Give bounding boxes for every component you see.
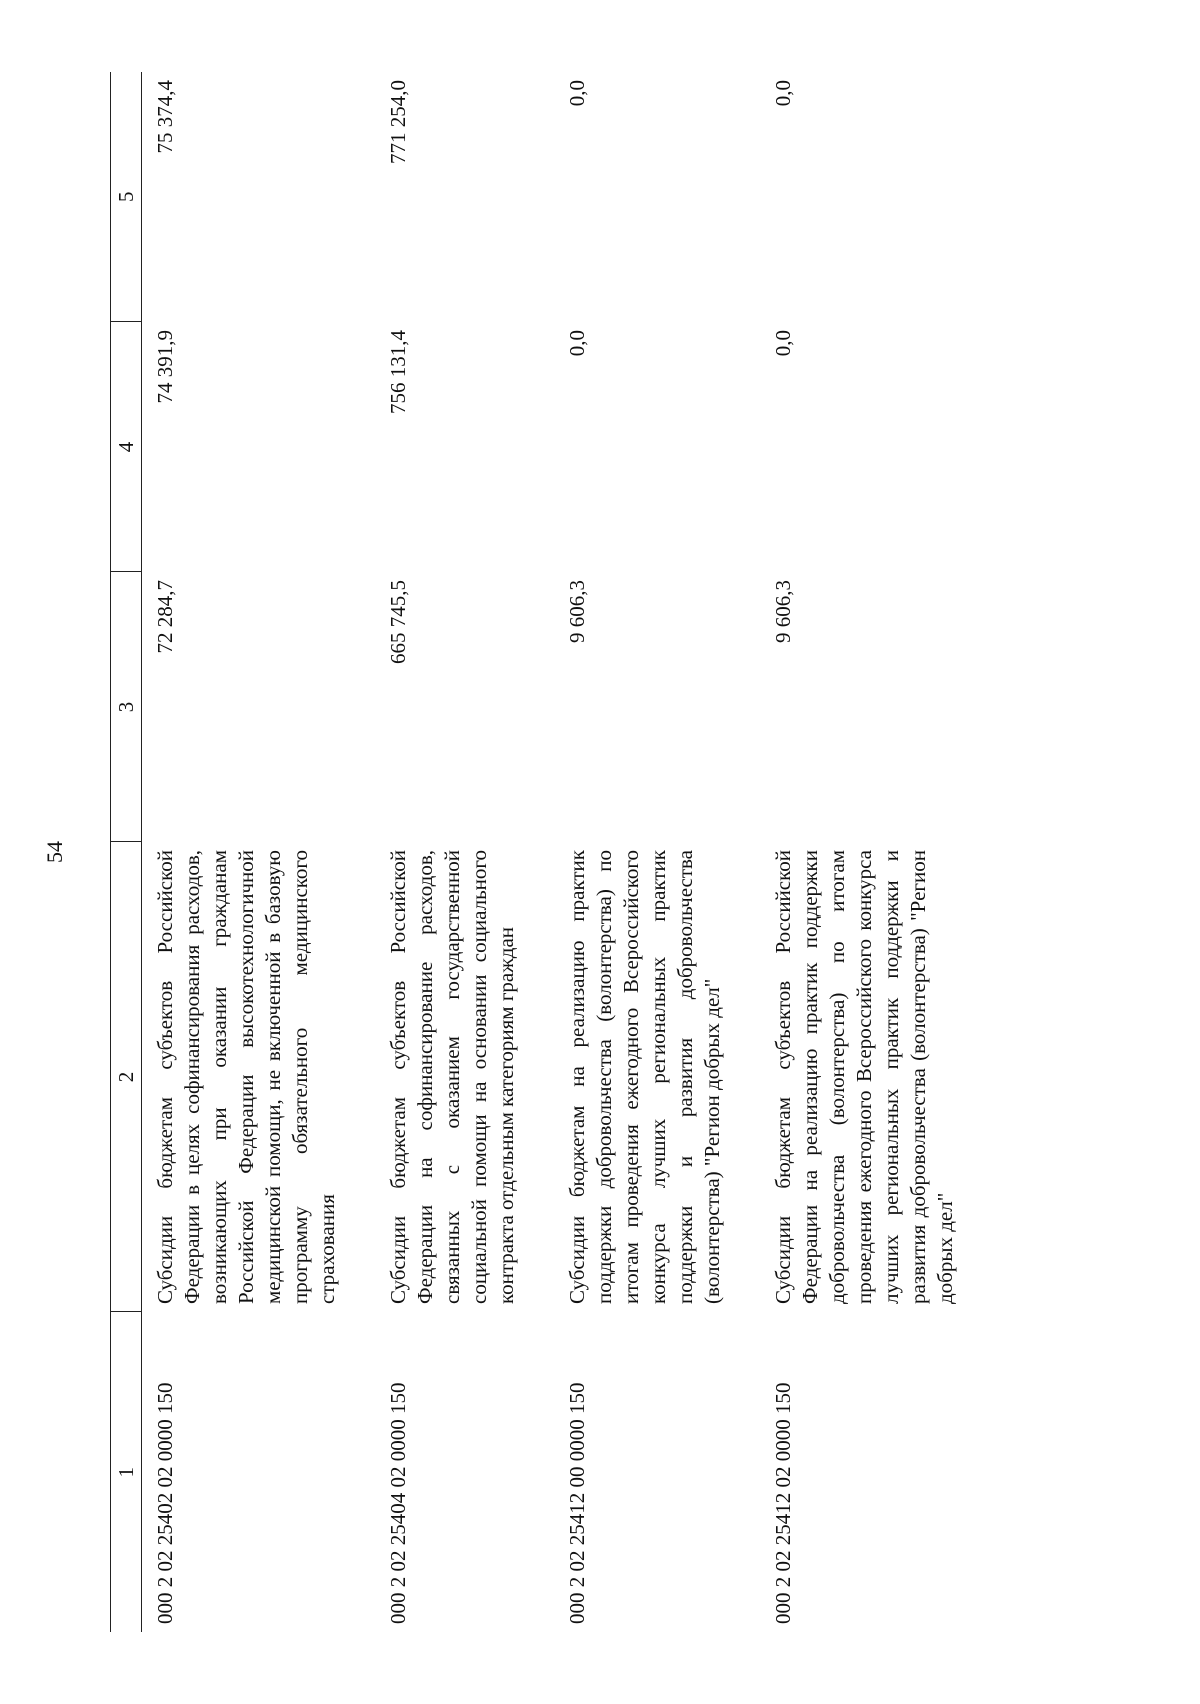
- amount-col3-cell: 72 284,7: [153, 580, 177, 654]
- budget-code-cell: 000 2 02 25404 02 0000 150: [386, 1382, 410, 1624]
- description-cell: Субсидии бюджетам субъектов Российской Федерации в целях софинансирования расходов, возникающих при оказании гражданам Российской Федерации высокотехнологичной медицинской помощи, не включенной в базовую программу обязательного медицинского страхования: [153, 850, 339, 1304]
- amount-col3-cell: 9 606,3: [565, 580, 589, 643]
- amount-col5-cell: 0,0: [565, 80, 589, 107]
- amount-col3-cell: 665 745,5: [386, 580, 410, 664]
- description-cell: Субсидии бюджетам на реализацию практик поддержки добровольчества (волонтерства) по итогам проведения ежегодного Всероссийского конкурса лучших региональных практик поддержки и развития добровольчества (волонтерства) "Регион добрых дел": [565, 850, 724, 1304]
- budget-code-cell: 000 2 02 25412 00 0000 150: [565, 1382, 589, 1624]
- amount-col4-cell: 74 391,9: [153, 330, 177, 404]
- rotated-page-content: [40, 50, 1160, 1654]
- amount-col5-cell: 0,0: [771, 80, 795, 107]
- column-header-4: 4: [111, 322, 142, 572]
- amount-col5-cell: 771 254,0: [386, 80, 410, 164]
- amount-col4-cell: 0,0: [771, 330, 795, 357]
- column-header-5: 5: [111, 72, 142, 322]
- budget-code-cell: 000 2 02 25412 02 0000 150: [771, 1382, 795, 1624]
- page-number: 54: [42, 841, 67, 863]
- description-cell: Субсидии бюджетам субъектов Российской Федерации на реализацию практик поддержки добровольчества (волонтерства) по итогам проведения ежегодного Всероссийского конкурса лучших региональных практик поддержки и развития добровольчества (волонтерства) "Регион добрых дел": [771, 850, 957, 1304]
- table-row: [760, 72, 993, 1632]
- table-row: [554, 72, 760, 1632]
- amount-col4-cell: 756 131,4: [386, 330, 410, 414]
- column-header-1: 1: [111, 1312, 142, 1632]
- column-header-2: 2: [111, 842, 142, 1312]
- budget-code-cell: 000 2 02 25402 02 0000 150: [153, 1382, 177, 1624]
- amount-col4-cell: 0,0: [565, 330, 589, 357]
- table-row: [142, 72, 376, 1632]
- column-header-3: 3: [111, 572, 142, 842]
- description-cell: Субсидии бюджетам субъектов Российской Федерации на софинансирование расходов, связанных с оказанием государственной социальной помощи на основании социального контракта отдельным категориям граждан: [386, 850, 518, 1304]
- amount-col3-cell: 9 606,3: [771, 580, 795, 643]
- table-header-row: [111, 72, 142, 1632]
- budget-table: [110, 72, 993, 1632]
- amount-col5-cell: 75 374,4: [153, 80, 177, 154]
- table-row: [375, 72, 554, 1632]
